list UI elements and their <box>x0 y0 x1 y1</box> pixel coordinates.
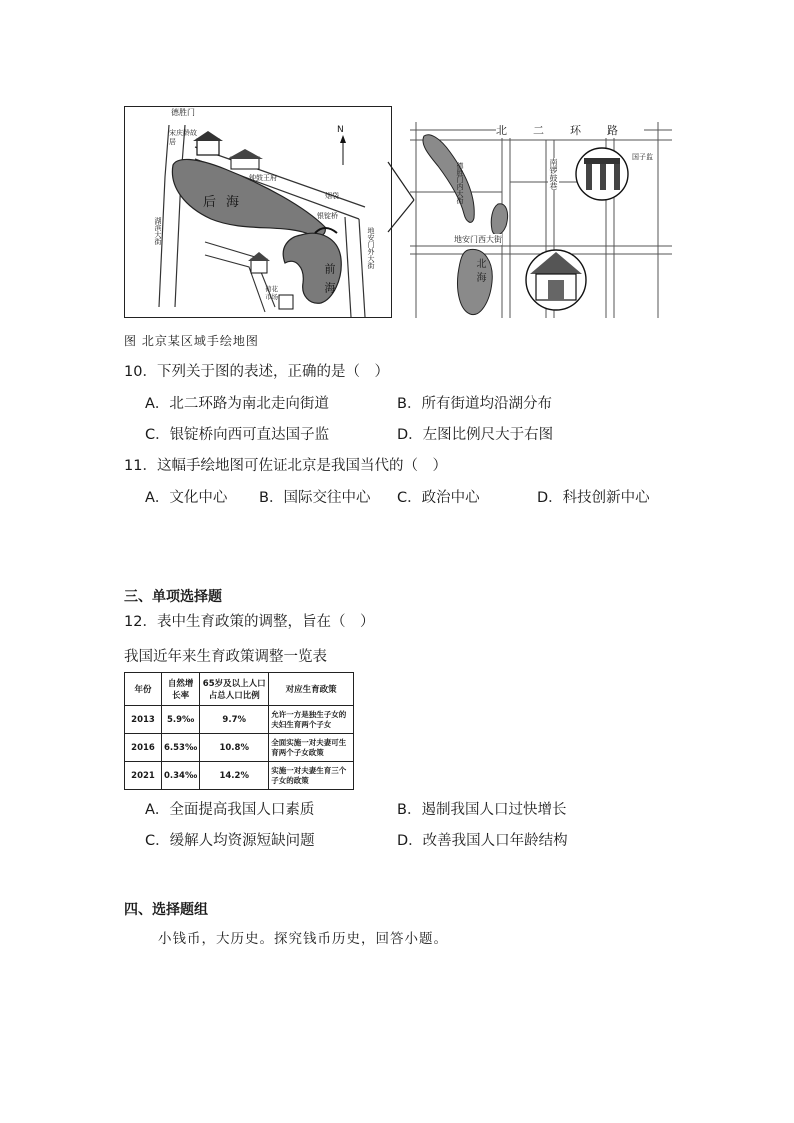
cell-growth-rate: 5.9‰ <box>162 706 200 734</box>
q10-option-c[interactable]: C．银锭桥向西可直达国子监 <box>145 427 330 443</box>
table-row <box>125 706 354 734</box>
cell-policy: 允许一方是独生子女的夫妇生育两个子女 <box>269 706 354 734</box>
label-lake-street: 湖滨大街 <box>154 217 162 245</box>
label-yinding: 银锭桥 <box>317 212 338 220</box>
cell-year: 2016 <box>125 734 162 762</box>
left-map-drawing <box>125 107 391 317</box>
section-4-heading: 四、选择题组 <box>124 902 208 918</box>
label-dianmen-street: 地安门外大街 <box>367 227 375 269</box>
q11-option-b[interactable]: B．国际交往中心 <box>259 490 371 506</box>
label-zhongfu: 钟鼓王府 <box>249 174 277 182</box>
q12-option-c[interactable]: C．缓解人均资源短缺问题 <box>145 833 315 849</box>
label-guozijian: 国子监 <box>632 153 653 161</box>
left-hand-drawn-map <box>124 106 392 318</box>
cell-elderly-ratio: 10.8% <box>200 734 269 762</box>
label-beierhuan: 北二环路 <box>496 124 644 137</box>
q10-option-a[interactable]: A．北二环路为南北走向街道 <box>145 396 329 412</box>
q10-stem: 10．下列关于图的表述，正确的是（ ） <box>124 364 389 380</box>
cell-year: 2021 <box>125 762 162 790</box>
q12-option-b[interactable]: B．遏制我国人口过快增长 <box>397 802 567 818</box>
q11-option-d[interactable]: D．科技创新中心 <box>537 490 650 506</box>
header-growth-rate: 自然增长率 <box>162 673 200 706</box>
header-elderly-ratio: 65岁及以上人口占总人口比例 <box>200 673 269 706</box>
cell-growth-rate: 6.53‰ <box>162 734 200 762</box>
label-houhai: 后海 <box>203 195 250 210</box>
label-yandai: 烟袋 <box>325 192 339 200</box>
label-dianmen-west: 地安门西大街 <box>454 235 502 244</box>
label-qianhai: 前海 <box>323 263 336 301</box>
q12-table-title: 我国近年来生育政策调整一览表 <box>124 649 327 665</box>
right-hand-drawn-map <box>410 122 672 318</box>
label-lotus-market: 荷花市场 <box>265 285 278 301</box>
header-year: 年份 <box>125 673 162 706</box>
label-deshengmen-inner: 德胜门内大街 <box>456 162 464 204</box>
cell-policy: 实施一对夫妻生育三个子女的政策 <box>269 762 354 790</box>
q12-stem: 12．表中生育政策的调整，旨在（ ） <box>124 614 375 630</box>
table-header-row <box>125 673 354 706</box>
q11-option-c[interactable]: C．政治中心 <box>397 490 480 506</box>
table-row <box>125 762 354 790</box>
cell-growth-rate: 0.34‰ <box>162 762 200 790</box>
coin-history-intro: 小钱币，大历史。探究钱币历史，回答小题。 <box>158 931 448 947</box>
header-policy: 对应生育政策 <box>269 673 354 706</box>
birth-policy-table <box>124 672 354 790</box>
north-arrow-label: N <box>337 125 344 135</box>
table-row <box>125 734 354 762</box>
q10-option-d[interactable]: D．左图比例尺大于右图 <box>397 427 554 443</box>
q10-option-b[interactable]: B．所有街道均沿湖分布 <box>397 396 552 412</box>
cell-elderly-ratio: 9.7% <box>200 706 269 734</box>
label-deshengmen: 德胜门 <box>171 108 195 117</box>
q12-option-a[interactable]: A．全面提高我国人口素质 <box>145 802 315 818</box>
q11-stem: 11．这幅手绘地图可佐证北京是我国当代的（ ） <box>124 458 447 474</box>
label-beihai: 北海 <box>474 258 485 286</box>
map-caption: 图 北京某区域手绘地图 <box>124 334 259 348</box>
section-3-heading: 三、单项选择题 <box>124 589 222 605</box>
cell-elderly-ratio: 14.2% <box>200 762 269 790</box>
cell-year: 2013 <box>125 706 162 734</box>
label-nanluogu: 南锣鼓巷 <box>549 158 558 190</box>
cell-policy: 全面实施一对夫妻可生育两个子女政策 <box>269 734 354 762</box>
q12-option-d[interactable]: D．改善我国人口年龄结构 <box>397 833 568 849</box>
label-song-qingling: 宋庆龄故居 <box>169 129 197 146</box>
q11-option-a[interactable]: A．文化中心 <box>145 490 228 506</box>
